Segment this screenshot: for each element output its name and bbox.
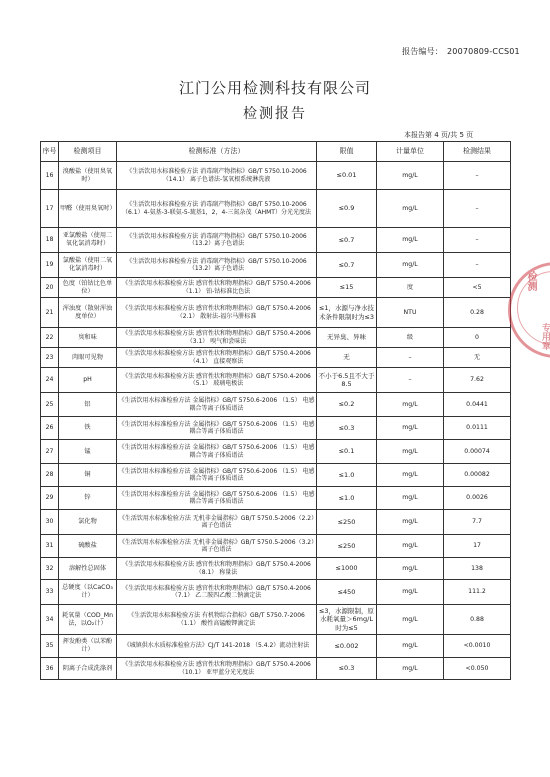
cell-limit: ≤250 [317,535,377,558]
cell-item: 耗氧量（COD_Mn法，以O₂计） [59,605,117,635]
cell-limit: ≤0.002 [317,635,377,658]
cell-limit: ≤15 [317,278,377,298]
table-row [41,278,511,298]
table-header-row [41,142,511,162]
cell-standard: 《生活饮用水标准检验方法 感官性状和物理指标》GB/T 5750.4-2006 （2.1） 散射法-福尔马肼标准 [117,298,317,328]
cell-item: 臭和味 [59,328,117,348]
cell-standard: 《生活饮用水标准检验方法 金属指标》GB/T 5750.6-2006 （1.5） 电感耦合等离子体质谱法 [117,487,317,510]
table-row [41,348,511,368]
cell-result: 0.00082 [444,464,511,487]
cell-limit: ≤450 [317,580,377,605]
cell-unit: mg/L [377,580,444,605]
table-row [41,510,511,535]
cell-unit: mg/L [377,558,444,580]
cell-result: 0.0441 [444,393,511,417]
cell-no: 23 [41,348,59,368]
cell-item: pH [59,368,117,393]
cell-item: 锰 [59,440,117,464]
cell-standard: 《生活饮用水标准检验方法 有机物综合指标》GB/T 5750.7-2006 （1.1） 酸性高锰酸钾滴定法 [117,605,317,635]
cell-item: 阴离子合成洗涤剂 [59,658,117,680]
cell-unit: mg/L [377,635,444,658]
cell-no: 24 [41,368,59,393]
cell-standard: 《生活饮用水标准检验方法 金属指标》GB/T 5750.6-2006 （1.5） 电感耦合等离子体质谱法 [117,464,317,487]
cell-no: 25 [41,393,59,417]
cell-standard: 《生活饮用水标准检验方法 感官性状和物理指标》GB/T 5750.4-2006 （7.1） 乙二胺四乙酸二钠滴定法 [117,580,317,605]
cell-unit: mg/L [377,253,444,278]
results-table [40,141,511,680]
cell-item: 甲醛（使用臭氧时） [59,190,117,228]
cell-result: 0.0111 [444,417,511,440]
cell-limit: ≤1，水源与净水技术条件限制时为≤3 [317,298,377,328]
cell-standard: 《生活饮用水标准检验方法 无机非金属指标》GB/T 5750.5-2006（3.2）离子色谱法 [117,535,317,558]
cell-result: <5 [444,278,511,298]
cell-item: 锌 [59,487,117,510]
cell-item: 铁 [59,417,117,440]
cell-item: 硫酸盐 [59,535,117,558]
col-header-standard: 检测标准（方法） [117,142,317,162]
cell-result: <0.0010 [444,635,511,658]
cell-item: 亚氯酸盐（使用二氧化氯消毒时） [59,228,117,253]
table-row [41,228,511,253]
cell-item: 肉眼可见物 [59,348,117,368]
cell-result: – [444,162,511,190]
cell-result: – [444,190,511,228]
report-number [402,46,520,57]
document-title: 检测报告 [243,106,307,122]
cell-no: 21 [41,298,59,328]
cell-limit: 不小于6.5且不大于8.5 [317,368,377,393]
cell-limit: ≤0.3 [317,417,377,440]
cell-no: 33 [41,580,59,605]
cell-result: 无 [444,348,511,368]
cell-standard: 《生活饮用水标准检验方法 消毒副产物指标》GB/T 5750.10-2006 （13.2）离子色谱法 [117,253,317,278]
cell-result: 7.62 [444,368,511,393]
cell-unit: mg/L [377,535,444,558]
cell-limit: ≤1.0 [317,464,377,487]
cell-limit: ≤0.01 [317,162,377,190]
cell-limit: ≤250 [317,510,377,535]
cell-standard: 《生活饮用水标准检验方法 金属指标》GB/T 5750.6-2006 （1.5） 电感耦合等离子体质谱法 [117,440,317,464]
table-row [41,535,511,558]
cell-result: 0.0026 [444,487,511,510]
table-row [41,393,511,417]
table-row [41,328,511,348]
cell-unit: mg/L [377,228,444,253]
cell-item: 浑浊度（散射浑浊度单位） [59,298,117,328]
cell-standard: 《生活饮用水标准检验方法 感官性状和物理指标》GB/T 5750.4-2006 （8.1） 称量法 [117,558,317,580]
cell-no: 26 [41,417,59,440]
official-seal [508,262,550,358]
cell-limit: ≤0.9 [317,190,377,228]
cell-standard: 《生活饮用水标准检验方法 感官性状和物理指标》GB/T 5750.4-2006 （5.1） 玻璃电极法 [117,368,317,393]
page-info: 本报告第 4 页/共 5 页 [404,131,474,139]
cell-result: 0.88 [444,605,511,635]
cell-standard: 《城镇供水水质标准检验方法》CJ/T 141-2018 （5.4.2）流动注射法 [117,635,317,658]
cell-result: 111.2 [444,580,511,605]
seal-text-bottom: 专用章 [540,323,550,350]
table-row [41,580,511,605]
cell-unit: mg/L [377,510,444,535]
cell-item: 溶解性总固体 [59,558,117,580]
company-name: 江门公用检测科技有限公司 [178,79,371,97]
cell-standard: 《生活饮用水标准检验方法 消毒副产物指标》GB/T 5750.10-2006 （14.1） 离子色谱法-氢氧根系统淋洗液 [117,162,317,190]
cell-standard: 《生活饮用水标准检验方法 感官性状和物理指标》GB/T 5750.4-2006 （10.1） 亚甲蓝分光光度法 [117,658,317,680]
cell-no: 28 [41,464,59,487]
cell-no: 19 [41,253,59,278]
cell-unit: mg/L [377,440,444,464]
cell-no: 18 [41,228,59,253]
cell-standard: 《生活饮用水标准检验方法 感官性状和物理指标》GB/T 5750.4-2006 （4.1） 直接观察法 [117,348,317,368]
cell-standard: 《生活饮用水标准检验方法 感官性状和物理指标》GB/T 5750.4-2006 （1.1） 铂-钴标准比色法 [117,278,317,298]
col-header-no: 序号 [41,142,59,162]
col-header-item: 检测项目 [59,142,117,162]
cell-item: 色度（铂钴比色单位） [59,278,117,298]
cell-unit: mg/L [377,162,444,190]
table-row [41,464,511,487]
cell-no: 30 [41,510,59,535]
cell-unit: mg/L [377,605,444,635]
cell-no: 16 [41,162,59,190]
cell-result: 0.00074 [444,440,511,464]
report-number-label: 报告编号： [402,47,443,56]
seal-text-top: 检测 [525,271,536,291]
cell-limit: ≤0.3 [317,658,377,680]
cell-limit: ≤0.2 [317,393,377,417]
cell-no: 20 [41,278,59,298]
cell-result: 17 [444,535,511,558]
cell-result: 0.28 [444,298,511,328]
table-row [41,190,511,228]
cell-standard: 《生活饮用水标准检验方法 感官性状和物理指标》GB/T 5750.4-2006 （3.1） 嗅气和尝味法 [117,328,317,348]
cell-result: 138 [444,558,511,580]
cell-item: 挥发酚类（以苯酚计） [59,635,117,658]
table-row [41,635,511,658]
cell-unit: – [377,368,444,393]
cell-unit: – [377,348,444,368]
table-row [41,605,511,635]
cell-limit: ≤0.7 [317,228,377,253]
table-row [41,658,511,680]
cell-unit: mg/L [377,464,444,487]
table-row [41,298,511,328]
cell-limit: ≤0.7 [317,253,377,278]
cell-result: 7.7 [444,510,511,535]
cell-result: – [444,228,511,253]
cell-no: 34 [41,605,59,635]
cell-standard: 《生活饮用水标准检验方法 金属指标》GB/T 5750.6-2006 （1.5） 电感耦合等离子体质谱法 [117,393,317,417]
cell-no: 36 [41,658,59,680]
cell-no: 32 [41,558,59,580]
cell-item: 氯化物 [59,510,117,535]
cell-no: 29 [41,487,59,510]
cell-unit: mg/L [377,658,444,680]
cell-standard: 《生活饮用水标准检验方法 金属指标》GB/T 5750.6-2006 （1.5） 电感耦合等离子体质谱法 [117,417,317,440]
table-row [41,253,511,278]
cell-item: 溴酸盐（使用臭氧时） [59,162,117,190]
col-header-result: 检测结果 [444,142,511,162]
cell-limit: ≤1.0 [317,487,377,510]
cell-standard: 《生活饮用水标准检验方法 消毒副产物指标》GB/T 5750.10-2006 （6.1）4-氨基-3-联氨-5-巯基1，2，4-三氮杂茂（AHMT）分光光度法 [117,190,317,228]
table-row [41,558,511,580]
cell-item: 铝 [59,393,117,417]
cell-result: 0 [444,328,511,348]
report-number-value: 20070809-CCS01 [447,47,520,56]
cell-no: 17 [41,190,59,228]
col-header-unit: 计量单位 [377,142,444,162]
cell-item: 总硬度（以CaCO₃计） [59,580,117,605]
cell-unit: 度 [377,278,444,298]
cell-result: – [444,253,511,278]
cell-no: 35 [41,635,59,658]
cell-unit: mg/L [377,393,444,417]
cell-no: 27 [41,440,59,464]
table-row [41,417,511,440]
cell-limit: ≤3，水源限制，原水耗氧量＞6mg/L时为≤5 [317,605,377,635]
cell-unit: mg/L [377,417,444,440]
table-row [41,440,511,464]
cell-no: 22 [41,328,59,348]
cell-limit: 无 [317,348,377,368]
table-row [41,487,511,510]
table-row [41,368,511,393]
cell-no: 31 [41,535,59,558]
cell-item: 铜 [59,464,117,487]
cell-unit: mg/L [377,487,444,510]
cell-standard: 《生活饮用水标准检验方法 无机非金属指标》GB/T 5750.5-2006（2.2）离子色谱法 [117,510,317,535]
cell-unit: mg/L [377,190,444,228]
cell-unit: 级 [377,328,444,348]
col-header-limit: 限值 [317,142,377,162]
cell-limit: 无异臭、异味 [317,328,377,348]
cell-unit: NTU [377,298,444,328]
table-row [41,162,511,190]
cell-standard: 《生活饮用水标准检验方法 消毒副产物指标》GB/T 5750.10-2006 （13.2）离子色谱法 [117,228,317,253]
cell-limit: ≤0.1 [317,440,377,464]
cell-limit: ≤1000 [317,558,377,580]
cell-item: 氯酸盐（使用二氧化氯消毒时） [59,253,117,278]
cell-result: <0.050 [444,658,511,680]
